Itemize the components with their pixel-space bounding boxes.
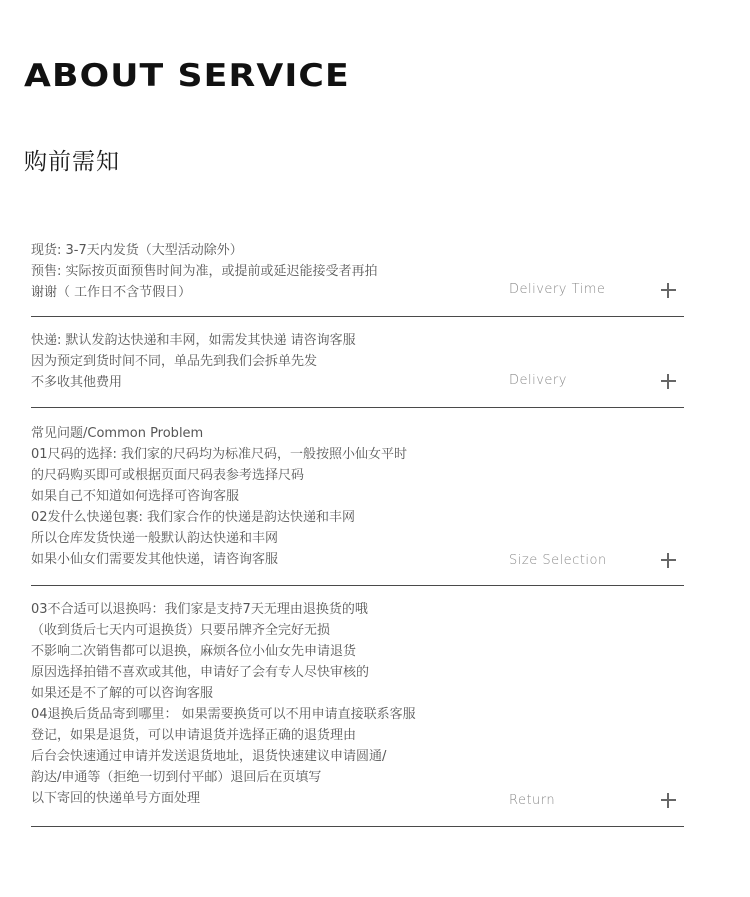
text-line: 如果小仙女们需要发其他快递，请咨询客服 [31, 552, 279, 567]
row-text [31, 599, 501, 809]
text-line: 如果还是不了解的可以咨询客服 [31, 686, 214, 701]
row-text [31, 330, 501, 393]
text-line: 以下寄回的快递单号方面处理 [31, 791, 201, 806]
plus-icon[interactable] [661, 793, 676, 808]
plus-icon[interactable] [661, 374, 676, 389]
row-label: Delivery [509, 373, 567, 388]
text-line: 韵达/申通等（拒绝一切到付平邮）退回后在页填写 [31, 770, 322, 785]
row-label: Return [509, 793, 556, 808]
text-line: 的尺码购买即可或根据页面尺码表参考选择尺码 [31, 468, 305, 483]
row-text [31, 240, 501, 303]
plus-icon[interactable] [661, 283, 676, 298]
section-heading-pre-purchase-notes: 购前需知 [24, 149, 120, 175]
row-label: Size Selection [509, 553, 607, 568]
text-line: 所以仓库发货快递一般默认韵达快递和丰网 [31, 531, 279, 546]
text-line: （收到货后七天内可退换货）只要吊牌齐全完好无损 [31, 623, 331, 638]
text-line: 原因选择拍错不喜欢或其他，申请好了会有专人尽快审核的 [31, 665, 370, 680]
text-line: 预售: 实际按页面预售时间为准，或提前或延迟能接受者再拍 [31, 264, 378, 279]
accordion-row-delivery[interactable] [31, 330, 684, 408]
accordion-row-delivery-time[interactable] [31, 240, 684, 317]
page-title: ABOUT SERVICE [24, 58, 350, 94]
text-line: 因为预定到货时间不同，单品先到我们会拆单先发 [31, 354, 318, 369]
text-line: 04退换后货品寄到哪里： 如果需要换货可以不用申请直接联系客服 [31, 707, 416, 722]
text-line: 01尺码的选择: 我们家的尺码均为标准尺码，一般按照小仙女平时 [31, 447, 408, 462]
row-label: Delivery Time [509, 282, 606, 297]
text-line: 现货: 3-7天内发货（大型活动除外） [31, 243, 243, 258]
text-line: 常见问题/Common Problem [31, 426, 204, 441]
text-line: 不影响二次销售都可以退换，麻烦各位小仙女先申请退货 [31, 644, 357, 659]
text-line: 快递: 默认发韵达快递和丰网，如需发其快递 请咨询客服 [31, 333, 356, 348]
text-line: 登记，如果是退货，可以申请退货并选择正确的退货理由 [31, 728, 357, 743]
text-line: 后台会快速通过申请并发送退货地址，退货快速建议申请圆通/ [31, 749, 387, 764]
text-line: 03不合适可以退换吗：我们家是支持7天无理由退换货的哦 [31, 602, 368, 617]
row-text [31, 423, 501, 570]
text-line: 02发什么快递包裹: 我们家合作的快递是韵达快递和丰网 [31, 510, 356, 525]
plus-icon[interactable] [661, 553, 676, 568]
text-line: 谢谢（ 工作日不含节假日） [31, 285, 192, 300]
accordion-row-return[interactable] [31, 599, 684, 827]
text-line: 不多收其他费用 [31, 375, 123, 390]
text-line: 如果自己不知道如何选择可咨询客服 [31, 489, 240, 504]
accordion-row-size-selection[interactable] [31, 423, 684, 586]
